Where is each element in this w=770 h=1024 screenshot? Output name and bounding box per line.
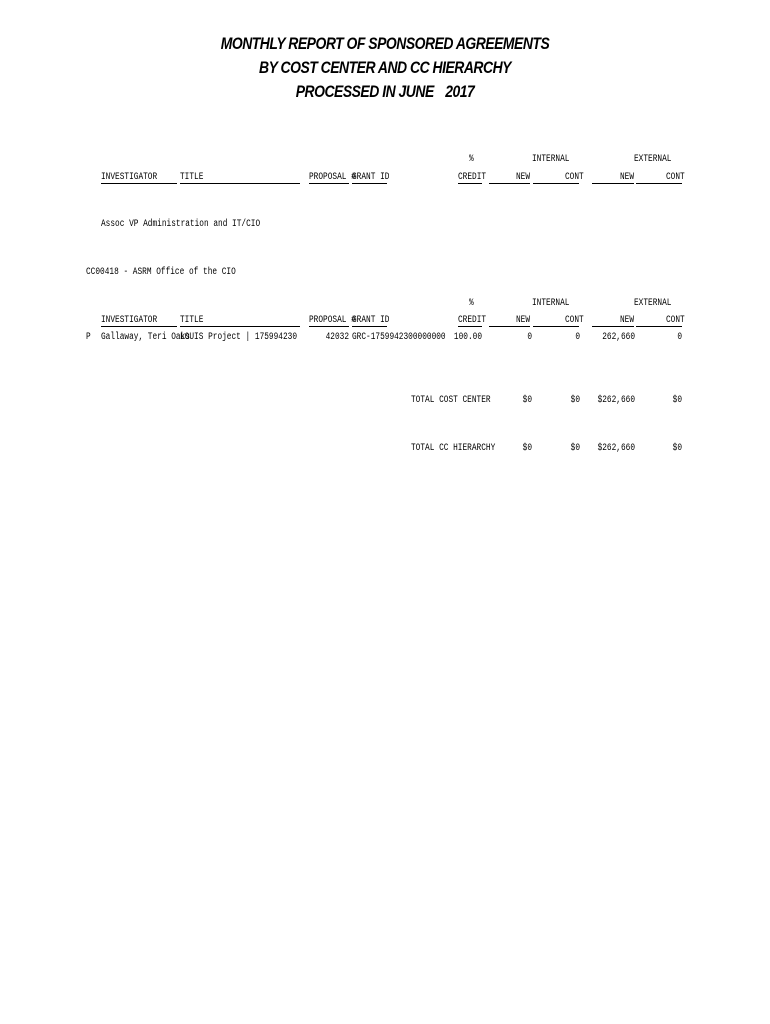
report-period: PROCESSED IN JUNE — [295, 82, 434, 101]
report-year: 2017 — [445, 82, 475, 101]
title-header: TITLE — [180, 315, 204, 326]
investigator-underline — [101, 326, 177, 327]
row-title: LOUIS Project | 175994230 — [180, 332, 298, 343]
row-grant-id: GRC-1759942300000000 — [352, 332, 446, 343]
row-int-new: 0 — [527, 332, 532, 343]
percent-header: % — [469, 298, 474, 309]
row-ext-cont: 0 — [677, 332, 682, 343]
report-title-line-3 — [69, 82, 700, 102]
percent-header: % — [469, 154, 474, 165]
row-proposal: 42032 — [325, 332, 349, 343]
external-header: EXTERNAL — [634, 298, 672, 309]
investigator-header: INVESTIGATOR — [101, 172, 158, 183]
ext-cont-header: CONT — [666, 172, 685, 183]
investigator-underline — [101, 183, 177, 184]
total-h-int-new: $0 — [522, 443, 532, 454]
int-cont-header: CONT — [565, 172, 584, 183]
credit-header: CREDIT — [458, 172, 487, 183]
external-header: EXTERNAL — [634, 154, 672, 165]
total-cc-ext-new: $262,660 — [597, 395, 635, 406]
cost-center-label: CC00418 - ASRM Office of the CIO — [86, 267, 236, 278]
total-h-ext-cont: $0 — [672, 443, 682, 454]
credit-underline — [458, 183, 482, 184]
total-h-int-cont: $0 — [570, 443, 580, 454]
row-credit: 100.00 — [453, 332, 482, 343]
grant-id-underline — [352, 183, 387, 184]
title-header: TITLE — [180, 172, 204, 183]
credit-header: CREDIT — [458, 315, 487, 326]
proposal-underline — [309, 183, 349, 184]
int-new-header: NEW — [516, 172, 531, 183]
int-new-header: NEW — [516, 315, 531, 326]
report-title-line-2: BY COST CENTER AND CC HIERARCHY — [259, 58, 511, 77]
grant-id-header: GRANT ID — [352, 315, 390, 326]
internal-header: INTERNAL — [532, 154, 570, 165]
int-cont-header: CONT — [565, 315, 584, 326]
total-cc-int-cont: $0 — [570, 395, 580, 406]
proposal-underline — [309, 326, 349, 327]
title-underline — [180, 326, 300, 327]
grant-id-header: GRANT ID — [352, 172, 390, 183]
total-hierarchy-label: TOTAL CC HIERARCHY — [411, 443, 496, 454]
proposal-header: PROPOSAL # — [309, 315, 356, 326]
total-cost-center-label: TOTAL COST CENTER — [411, 395, 491, 406]
row-ext-new: 262,660 — [602, 332, 635, 343]
proposal-header: PROPOSAL # — [309, 172, 356, 183]
internal-header: INTERNAL — [532, 298, 570, 309]
ext-cont-header: CONT — [666, 315, 685, 326]
total-cc-int-new: $0 — [522, 395, 532, 406]
row-investigator: Gallaway, Teri Oaks — [101, 332, 190, 343]
row-int-cont: 0 — [575, 332, 580, 343]
credit-underline — [458, 326, 482, 327]
hierarchy-label: Assoc VP Administration and IT/CIO — [101, 219, 261, 230]
total-h-ext-new: $262,660 — [597, 443, 635, 454]
ext-new-header: NEW — [620, 315, 635, 326]
total-cc-ext-cont: $0 — [672, 395, 682, 406]
row-flag: P — [86, 332, 91, 343]
report-title-line-1: MONTHLY REPORT OF SPONSORED AGREEMENTS — [220, 34, 550, 53]
title-underline — [180, 183, 300, 184]
investigator-header: INVESTIGATOR — [101, 315, 158, 326]
grant-id-underline — [352, 326, 387, 327]
ext-new-header: NEW — [620, 172, 635, 183]
